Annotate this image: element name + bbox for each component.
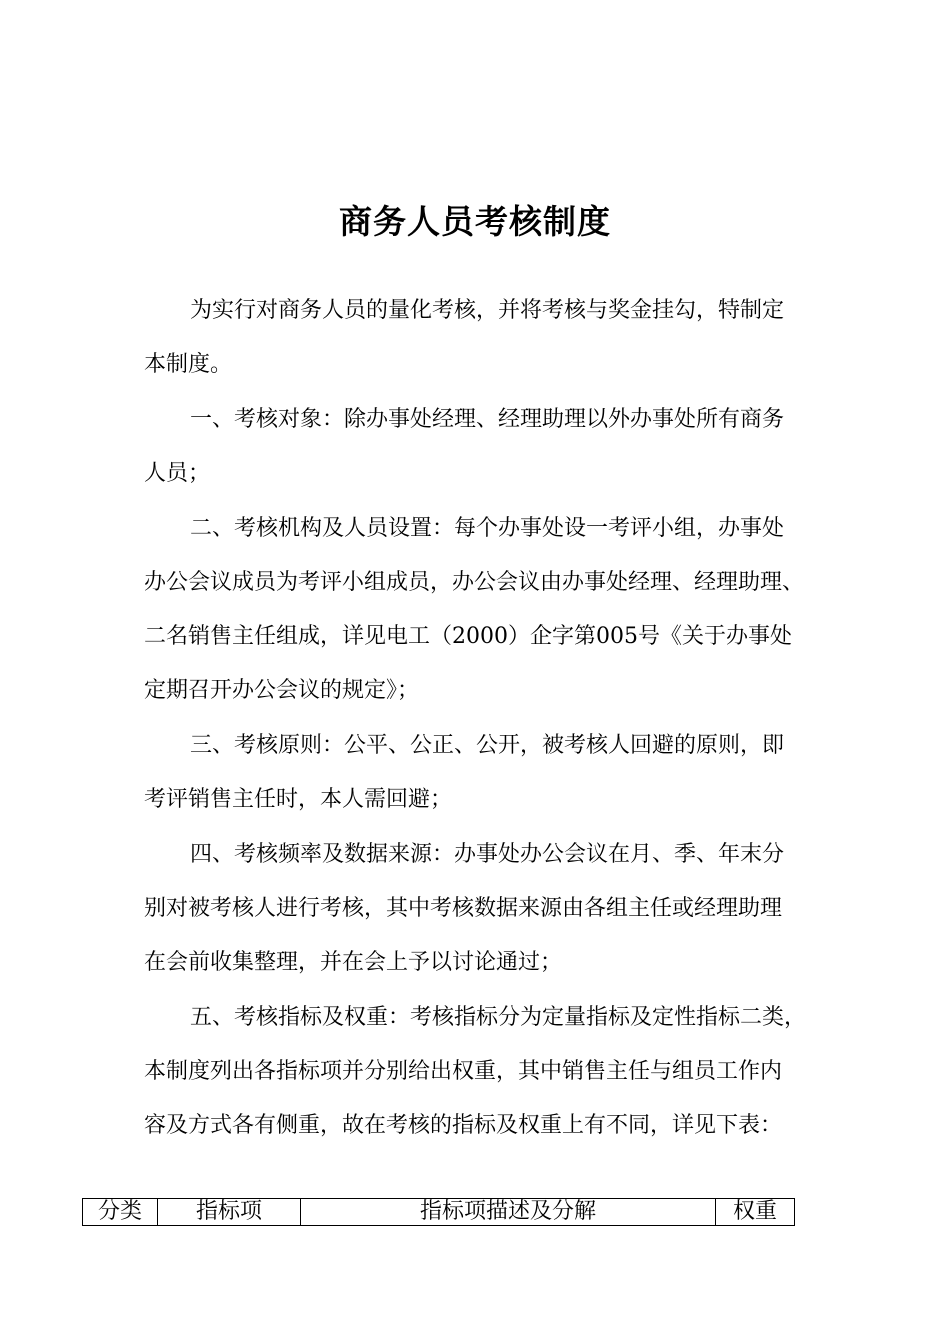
paragraph-line: 本制度。 xyxy=(144,352,233,377)
paragraph-line: 三、考核原则：公平、公正、公开，被考核人回避的原则，即 xyxy=(190,733,785,758)
paragraph-line: 二、考核机构及人员设置：每个办事处设一考评小组，办事处 xyxy=(190,516,785,541)
table-header-weight: 权重 xyxy=(716,1199,795,1226)
metrics-table xyxy=(82,1198,795,1226)
paragraph-line: 本制度列出各指标项并分别给出权重，其中销售主任与组员工作内 xyxy=(144,1059,783,1084)
table-header-metric: 指标项 xyxy=(158,1199,301,1226)
paragraph-line: 五、考核指标及权重：考核指标分为定量指标及定性指标二类， xyxy=(190,1005,807,1030)
paragraph-line: 考评销售主任时，本人需回避； xyxy=(144,787,453,812)
paragraph-line: 定期召开办公会议的规定》； xyxy=(144,678,420,703)
document-title: 商务人员考核制度 xyxy=(339,202,611,241)
table-header-description: 指标项描述及分解 xyxy=(301,1199,716,1226)
paragraph-line: 人员； xyxy=(144,461,211,486)
paragraph-line: 二名销售主任组成，详见电工（2000）企字第005号《关于办事处 xyxy=(144,624,792,649)
table-header-row xyxy=(83,1199,795,1226)
paragraph-line: 为实行对商务人员的量化考核，并将考核与奖金挂勾，特制定 xyxy=(190,298,785,323)
paragraph-line: 四、考核频率及数据来源：办事处办公会议在月、季、年末分 xyxy=(190,842,785,867)
paragraph-line: 在会前收集整理，并在会上予以讨论通过； xyxy=(144,950,563,975)
paragraph-line: 一、考核对象：除办事处经理、经理助理以外办事处所有商务 xyxy=(190,407,785,432)
paragraph-line: 别对被考核人进行考核，其中考核数据来源由各组主任或经理助理 xyxy=(144,896,783,921)
paragraph-line: 容及方式各有侧重，故在考核的指标及权重上有不同，详见下表： xyxy=(144,1113,783,1138)
table-header-category: 分类 xyxy=(83,1199,158,1226)
paragraph-line: 办公会议成员为考评小组成员，办公会议由办事处经理、经理助理、 xyxy=(144,570,805,595)
